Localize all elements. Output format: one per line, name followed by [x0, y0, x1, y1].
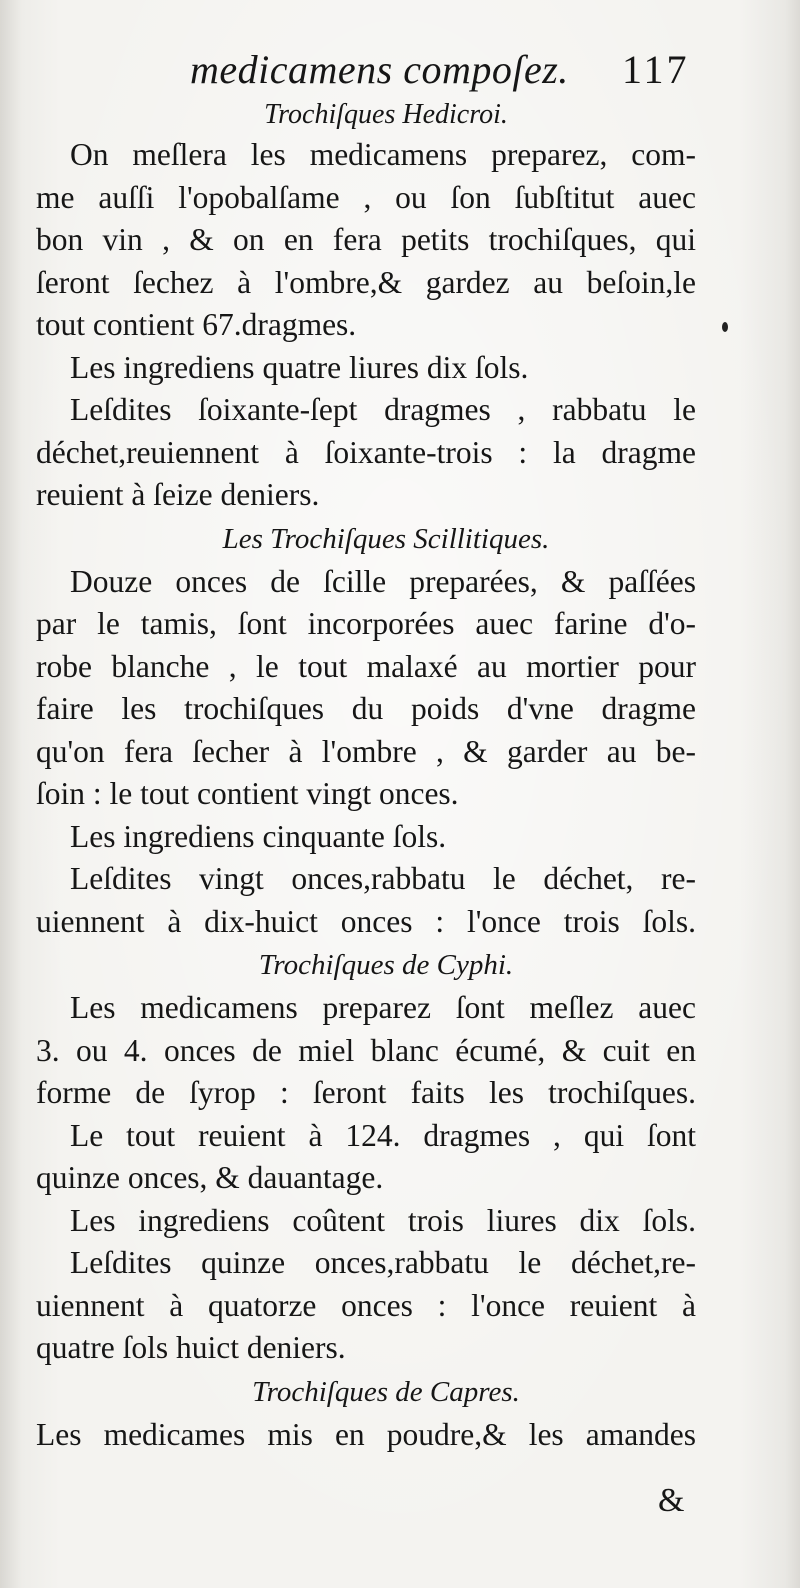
section-title-cyphi: Trochiſques de Cyphi. [258, 949, 514, 981]
text-line: uiennent à dix-huict onces : l'once trois ſols. [36, 903, 696, 939]
text-line: Le tout reuient à 124. dragmes , qui ſont [70, 1117, 696, 1153]
text-line: quatre ſols huict deniers. [36, 1330, 346, 1365]
text-line: On meſlera les medicamens preparez, com- [70, 137, 696, 172]
text-line: me auſſi l'opobalſame , ou ſon ſubſtitut auec [36, 179, 696, 215]
text-line: 3. ou 4. onces de miel blanc écumé, & cuit en [36, 1032, 696, 1068]
text-line: Leſdites vingt onces,rabbatu le déchet, re- [70, 861, 696, 896]
text-line: uiennent à quatorze onces : l'once reuient à [36, 1287, 696, 1323]
text-line: qu'on fera ſecher à l'ombre , & garder au be- [36, 733, 696, 769]
section-title-hedicroi: Trochiſques Hedicroi. [264, 99, 508, 130]
text-line: quinze onces, & dauantage. [36, 1160, 384, 1195]
section-title-scillitiques: Les Trochiſques Scillitiques. [222, 522, 550, 555]
running-title: medicamens compoſez. [190, 47, 569, 92]
text-line: forme de ſyrop : ſeront faits les trochiſques. [36, 1075, 696, 1110]
text-line: bon vin , & on en fera petits trochiſques, qui [36, 222, 696, 257]
text-line: tout contient 67.dragmes. [36, 307, 357, 342]
text-line: robe blanche , le tout malaxé au mortier pour [36, 648, 696, 684]
page-header [0, 46, 800, 100]
text-line: Les medicames mis en poudre,& les amandes [36, 1416, 696, 1452]
section-title-capres: Trochiſques de Capres. [252, 1375, 520, 1408]
text-line: Leſdites quinze onces,rabbatu le déchet,re- [70, 1245, 696, 1280]
text-line: reuient à ſeize deniers. [36, 477, 320, 512]
text-line: faire les trochiſques du poids d'vne dragme [36, 691, 696, 726]
ink-speck [722, 322, 728, 332]
text-line: par le tamis, ſont incorporées auec farine d'o- [36, 606, 696, 641]
text-line: Les ingrediens quatre liures dix ſols. [70, 349, 529, 385]
body-text [36, 96, 696, 1456]
text-line: déchet,reuiennent à ſoixante-trois : la dragme [36, 434, 696, 470]
text-line: ſoin : le tout contient vingt onces. [36, 776, 459, 811]
catchword: & [658, 1482, 685, 1519]
text-line: Douze onces de ſcille preparées, & paſſées [70, 563, 696, 599]
text-line: Les ingrediens cinquante ſols. [70, 818, 447, 854]
page-number: 117 [622, 47, 690, 92]
text-line: Les ingrediens coûtent trois liures dix ſols. [70, 1202, 696, 1238]
text-line: ſeront ſechez à l'ombre,& gardez au beſoin,le [36, 264, 696, 300]
text-line: Les medicamens preparez ſont meſlez auec [70, 990, 696, 1025]
text-line: Leſdites ſoixante-ſept dragmes , rabbatu le [70, 392, 696, 427]
